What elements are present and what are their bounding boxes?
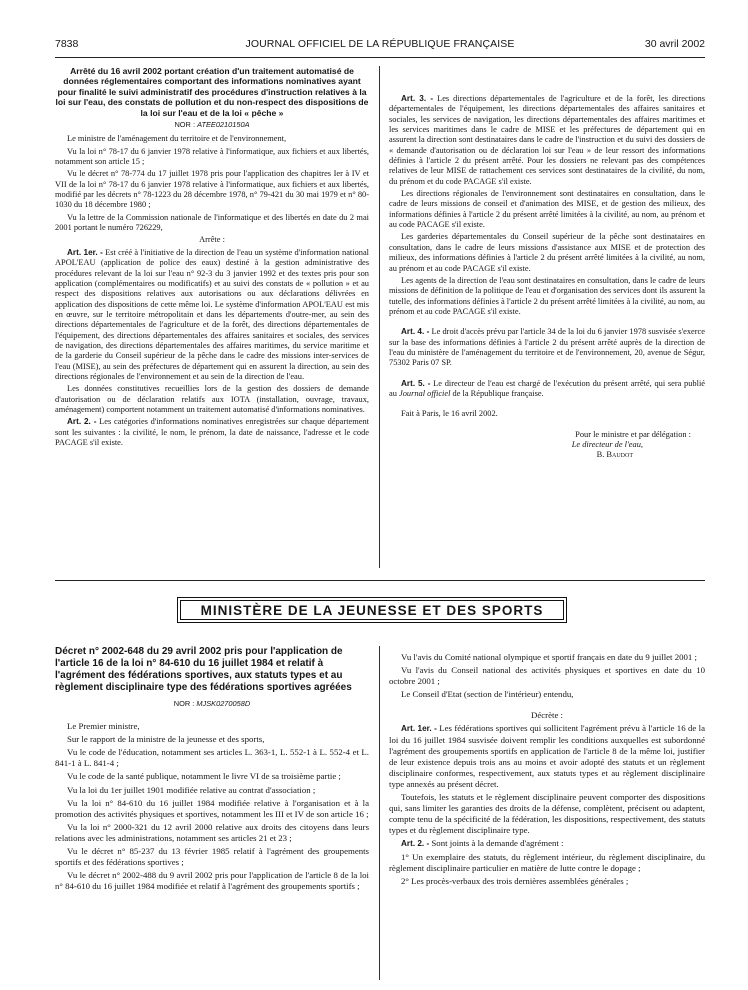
decret-nor-code: MJSK0270058D <box>196 699 251 708</box>
paragraph: Vu la lettre de la Commission nationale de l'informatique et des libertés en date du 2 mai 2001 portant le numéro 726229, <box>55 212 369 233</box>
done-at: Fait à Paris, le 16 avril 2002. <box>401 409 498 419</box>
paragraph: Le Conseil d'Etat (section de l'intérieur) entendu, <box>401 689 574 700</box>
decret-nor: NOR : MJSK0270058D <box>173 699 251 708</box>
paragraph: Vu la loi n° 2000-321 du 12 avril 2000 relative aux droits des citoyens dans leurs relations avec les administrations, notamment ses articles 21 et 23 ; <box>55 821 369 843</box>
arrete-column-right <box>389 94 705 461</box>
arrete-title: Arrêté du 16 avril 2002 portant création d'un traitement automatisé de données réglementaires comportant des informations nominatives ayant pour finalité le suivi administratif des procédures d'instruction relatives à la loi sur l'eau, des constats de pollution et du non-respect des dispositions de la loi sur l'eau et de la loi « pêche » <box>55 66 369 118</box>
paragraph: Vu la loi n° 78-17 du 6 janvier 1978 relative à l'informatique, aux fichiers et aux libertés, notamment son article 15 ; <box>55 146 369 167</box>
ministry-name: MINISTÈRE DE LA JEUNESSE ET DES SPORTS <box>200 603 544 618</box>
issue-date: 30 avril 2002 <box>644 38 705 50</box>
paragraph: Vu le code de la santé publique, notamment le livre VI de sa troisième partie ; <box>67 771 341 782</box>
article-2: Art. 2. - Les catégories d'informations nominatives enregistrées sur chaque département sont les suivantes : la civilité, le nom, le prénom, la date de naissance, l'adresse et le code PACAGE s'il existe. <box>55 417 369 447</box>
signature-name: B. Baudot <box>596 450 633 460</box>
signature-line: Pour le ministre et par délégation : <box>575 429 691 439</box>
paragraph: Vu l'avis du Comité national olympique et sportif français en date du 9 juillet 2001 ; <box>401 652 697 662</box>
article-4: Art. 4. - Le droit d'accès prévu par l'article 34 de la loi du 6 janvier 1978 susvisée s'exerce sur la base des informations définies à l'article 2 du présent arrêté auprès de la direction de l'eau du ministère de l'aménagement du territoire et de l'environnement, 20, avenue de Ségur, 75302 Paris 07 SP. <box>389 327 705 368</box>
paragraph: Vu la loi du 1er juillet 1901 modifiée relative au contrat d'association ; <box>67 784 316 795</box>
decret-column-left <box>55 646 369 894</box>
paragraph: Le ministre de l'aménagement du territoire et de l'environnement, <box>67 134 287 144</box>
paragraph: Vu le décret n° 78-774 du 17 juillet 1978 pris pour l'application des chapitres Ier à IV et VII de la loi n° 78-17 du 6 janvier 1978 relative à l'informatique, aux fichiers et aux libertés, modifié par les décrets n° 78-1223 du 28 décembre 1978, n° 79-421 du 30 mai 1979 et n° 80-1030 du 18 décembre 1980 ; <box>55 169 369 210</box>
paragraph: Vu l'avis du Conseil national des activités physiques et sportives en date du 10 octobre 2001 ; <box>389 665 705 687</box>
arrete-heading: Arrête : <box>199 235 225 245</box>
ministry-banner <box>177 597 567 623</box>
article-label: Art. 2. - <box>67 417 97 427</box>
paragraph: Vu le décret n° 2002-488 du 9 avril 2002 pris pour l'application de l'article 8 de la loi n° 84-610 du 16 juillet 1984 modifiée et relatif à l'agrément des groupements sportifs ; <box>55 870 369 892</box>
paragraph: Sur le rapport de la ministre de la jeunesse et des sports, <box>67 734 265 745</box>
arrete-nor: NOR : ATEE0210150A <box>174 120 250 130</box>
paragraph: Toutefois, les statuts et le règlement disciplinaire peuvent comporter des dispositions qui, sans limiter les garanties des droits de la défense, complètent, précisent ou adaptent, compte tenu de la spécificité de la fédération, les dispositions, respectivement, des statuts types et du règlement disciplinaire type. <box>389 792 705 836</box>
paragraph: 2° Les procès-verbaux des trois dernières assemblées générales ; <box>401 875 629 886</box>
article-label: Art. 1er. - <box>67 247 103 257</box>
paragraph: 1° Un exemplaire des statuts, du règlement intérieur, du règlement disciplinaire, du règlement disciplinaire particulier en matière de lutte contre le dopage ; <box>389 851 705 873</box>
article-5: Art. 5. - Le directeur de l'eau est chargé de l'exécution du présent arrêté, qui sera publié au Journal officiel de la République française. <box>389 378 705 398</box>
article-2: Art. 2. - Sont joints à la demande d'agrément : <box>401 838 564 849</box>
article-1: Art. 1er. - Les fédérations sportives qui sollicitent l'agrément prévu à l'article 16 de la loi du 16 juillet 1984 susvisée doivent remplir les conditions auxquelles est subordonné l'agrément des groupements sportifs en application de l'article 8 de la même loi, justifier de leur existence depuis trois ans au moins et avoir adopté des statuts et un règlement disciplinaire conformes, respectivement, aux statuts types et au règlement disciplinaire type annexés au présent décret. <box>389 723 706 789</box>
header-rule <box>55 57 705 58</box>
journal-title: JOURNAL OFFICIEL DE LA RÉPUBLIQUE FRANÇAISE <box>245 38 515 50</box>
paragraph: Les agents de la direction de l'eau sont destinataires en consultation, dans le cadre de leurs missions de définition de la politique de l'eau et d'organisation des services dont ils assurent la tutelle, des informations définies à l'article 2 du présent arrêté limitées à la civilité, au nom, au prénom et au code PACAGE s'il existe. <box>389 275 705 316</box>
page-number: 7838 <box>55 38 79 50</box>
paragraph: Les directions régionales de l'environnement sont destinataires en consultation, dans le cadre de leurs missions de conseil et d'animation des MISE, et de gestion des milieux, des informations définies à l'article 2 du présent arrêté limitées à la civilité, au nom, au prénom et au code PACAGE s'il existe. <box>389 189 705 230</box>
column-divider <box>379 646 380 980</box>
article-label: Art. 1er. - <box>401 724 437 734</box>
paragraph: Vu la loi n° 84-610 du 16 juillet 1984 modifiée relative à l'organisation et à la promotion des activités physiques et sportives, notamment les III et IV de son article 16 ; <box>55 797 369 819</box>
decrete-heading: Décrète : <box>531 710 563 721</box>
article-label: Art. 3. - <box>401 94 434 103</box>
paragraph: Vu le décret n° 85-237 du 13 février 1985 relatif à l'agrément des groupements sportifs et des fédérations sportives ; <box>55 846 369 868</box>
article-label: Art. 4. - <box>401 327 430 337</box>
article-label: Art. 5. - <box>401 378 431 388</box>
page-header <box>55 38 705 54</box>
paragraph: Le Premier ministre, <box>67 721 140 732</box>
decret-title: Décret n° 2002-648 du 29 avril 2002 pris pour l'application de l'article 16 de la loi n° 84-610 du 16 juillet 1984 et relatif à l'agrément des fédérations sportives, aux statuts types et au règlement disciplinaire type des fédérations sportives agréées <box>55 646 352 693</box>
arrete-column-left <box>55 66 369 450</box>
signature-title: Le directeur de l'eau, <box>571 439 643 449</box>
article-1: Art. 1er. - Est créé à l'initiative de la direction de l'eau un système d'information national APOL'EAU (application de police des eaux) destiné à la gestion administrative des procédures relevant de la loi sur l'eau n° 92-3 du 3 janvier 1992 et des textes pris pour son application (complémentaires ou modificatifs) et au suivi des constats de « pollution » et au respect des dispositions relatives aux autorisations ou aux déclarations délivrées en application des dispositions de cette même loi. Le système d'information APOL'EAU est mis en œuvre, sur le territoire métropolitain et dans les départements d'outre-mer, au sein des directions départementales de l'agriculture et de la forêt, des directions départementales de l'équipement, des directions départementales des affaires sanitaires et sociales, des services de navigation, des directions départementales des affaires maritimes, du service maritime et de la garderie du Conseil supérieur de la pêche dans le cadre des missions inter-services de l'eau (MISE), au sein des préfectures de département qui en assurent la direction, au sein des directions régionales de l'environnement et au sein de la direction de l'eau. <box>55 247 369 381</box>
section-rule <box>55 580 705 581</box>
decret-column-right <box>389 652 705 889</box>
article-label: Art. 2. - <box>401 839 430 849</box>
column-divider <box>379 66 380 568</box>
paragraph: Les garderies départementales du Conseil supérieur de la pêche sont destinataires en consultation, dans le cadre de leurs missions d'assistance aux MISE et de protection des milieux, des informations définies à l'article 2 du présent arrêté limitées à la civilité, au nom, au prénom et au code PACAGE s'il existe. <box>389 232 705 273</box>
paragraph: Les données constitutives recueillies lors de la gestion des dossiers de demande d'autorisation ou de déclaration relatifs aux IOTA (installation, ouvrage, travaux, aménagement) comportent notamment un traitement automatisé d'informations nominatives. <box>55 384 369 414</box>
article-3: Art. 3. - Les directions départementales de l'agriculture et de la forêt, les directions départementales de l'équipement, les directions départementales des affaires sanitaires et sociales, les services de navigation, les directions départementales des affaires maritimes et les services maritimes dans le cadre de MISE et les préfectures de département qui en assurent la direction sont destinataires dans le cadre de l'instruction et du suivi des dossiers de « demande d'autorisation ou de déclaration loi sur l'eau » de leur ressort des informations définies à l'article 2 du présent arrêté. Pour les dossiers ne relevant pas des compétences relatives de leur MISE de rattachement ces services sont destinataires de la civilité, du nom, du prénom et du code PACAGE s'il existe. <box>389 94 705 186</box>
paragraph: Vu le code de l'éducation, notamment ses articles L. 363-1, L. 552-1 à L. 552-4 et L. 841-1 à L. 841-4 ; <box>55 747 369 769</box>
arrete-nor-code: ATEE0210150A <box>197 120 250 130</box>
